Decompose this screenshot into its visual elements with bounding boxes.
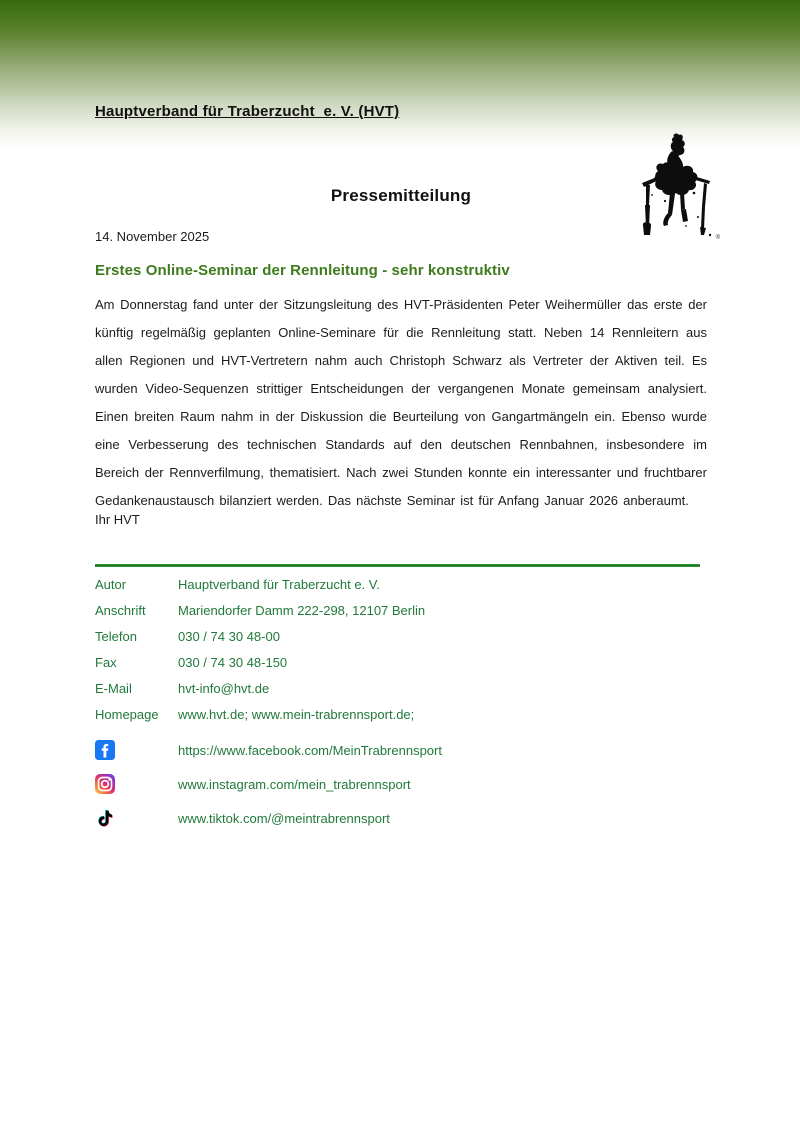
contact-value-telefon: 030 / 74 30 48-00 — [178, 629, 280, 644]
signoff: Ihr HVT — [95, 512, 140, 527]
social-row-tiktok — [95, 801, 707, 835]
homepage-link[interactable]: www.hvt.de; www.mein-trabrennsport.de; — [178, 707, 415, 722]
contact-row-autor — [95, 577, 707, 603]
instagram-icon[interactable] — [95, 774, 178, 794]
divider-line — [95, 564, 700, 567]
contact-label-fax: Fax — [95, 655, 117, 670]
contact-label-homepage: Homepage — [95, 707, 159, 722]
contact-row-telefon — [95, 629, 707, 655]
body-paragraph: Am Donnerstag fand unter der Sitzungsleitung des HVT-Präsidenten Peter Weihermüller das erste der künftig regelmäßig geplanten Online-Seminare für die Rennleitung statt. Neben 14 Rennleitern aus allen Regionen und HVT-Vertretern nahm auch Christoph Schwarz als Vertreter der Aktiven teil. Es wurden Video-Sequenzen strittiger Entscheidungen der vergangenen Monate gemeinsam analysiert. Einen breiten Raum nahm in der Diskussion die Beurteilung von Gangartmängeln ein. Ebenso wurde eine Verbesserung des technischen Standards auf den deutschen Rennbahnen, insbesondere im Bereich der Rennverfilmung, thematisiert. Nach zwei Stunden konnte ein interessanter und fruchtbarer Gedankenaustausch bilanziert werden. Das nächste Seminar ist für Anfang Januar 2026 anberaumt. — [95, 297, 707, 508]
contact-row-anschrift — [95, 603, 707, 629]
contact-row-email — [95, 681, 707, 707]
registered-mark: ® — [715, 235, 720, 241]
email-link[interactable]: hvt-info@hvt.de — [178, 681, 270, 696]
org-title: Hauptverband für Traberzucht e. V. (HVT) — [95, 103, 400, 120]
contact-label-email: E-Mail — [95, 681, 132, 696]
tiktok-link[interactable]: www.tiktok.com/@meintrabrennsport — [178, 810, 390, 826]
social-row-instagram — [95, 767, 707, 801]
facebook-link[interactable]: https://www.facebook.com/MeinTrabrennsport — [178, 742, 442, 758]
document-title: Pressemitteilung — [330, 186, 472, 205]
contact-value-autor: Hauptverband für Traberzucht e. V. — [178, 577, 380, 592]
contact-value-fax: 030 / 74 30 48-150 — [178, 655, 288, 670]
contact-row-fax — [95, 655, 707, 681]
contact-value-anschrift: Mariendorfer Damm 222-298, 12107 Berlin — [178, 603, 426, 618]
contact-block — [95, 577, 707, 835]
contact-label-anschrift: Anschrift — [95, 603, 146, 618]
press-headline: Erstes Online-Seminar der Rennleitung - sehr konstruktiv — [95, 262, 510, 279]
date-line: 14. November 2025 — [95, 229, 210, 244]
contact-row-homepage — [95, 707, 707, 733]
tiktok-icon[interactable] — [95, 808, 178, 828]
contact-label-autor: Autor — [95, 577, 127, 592]
header-gradient-band — [0, 0, 800, 148]
facebook-icon[interactable] — [95, 740, 178, 760]
instagram-link[interactable]: www.instagram.com/mein_trabrennsport — [178, 776, 411, 792]
social-row-facebook — [95, 733, 707, 767]
contact-label-telefon: Telefon — [95, 629, 137, 644]
